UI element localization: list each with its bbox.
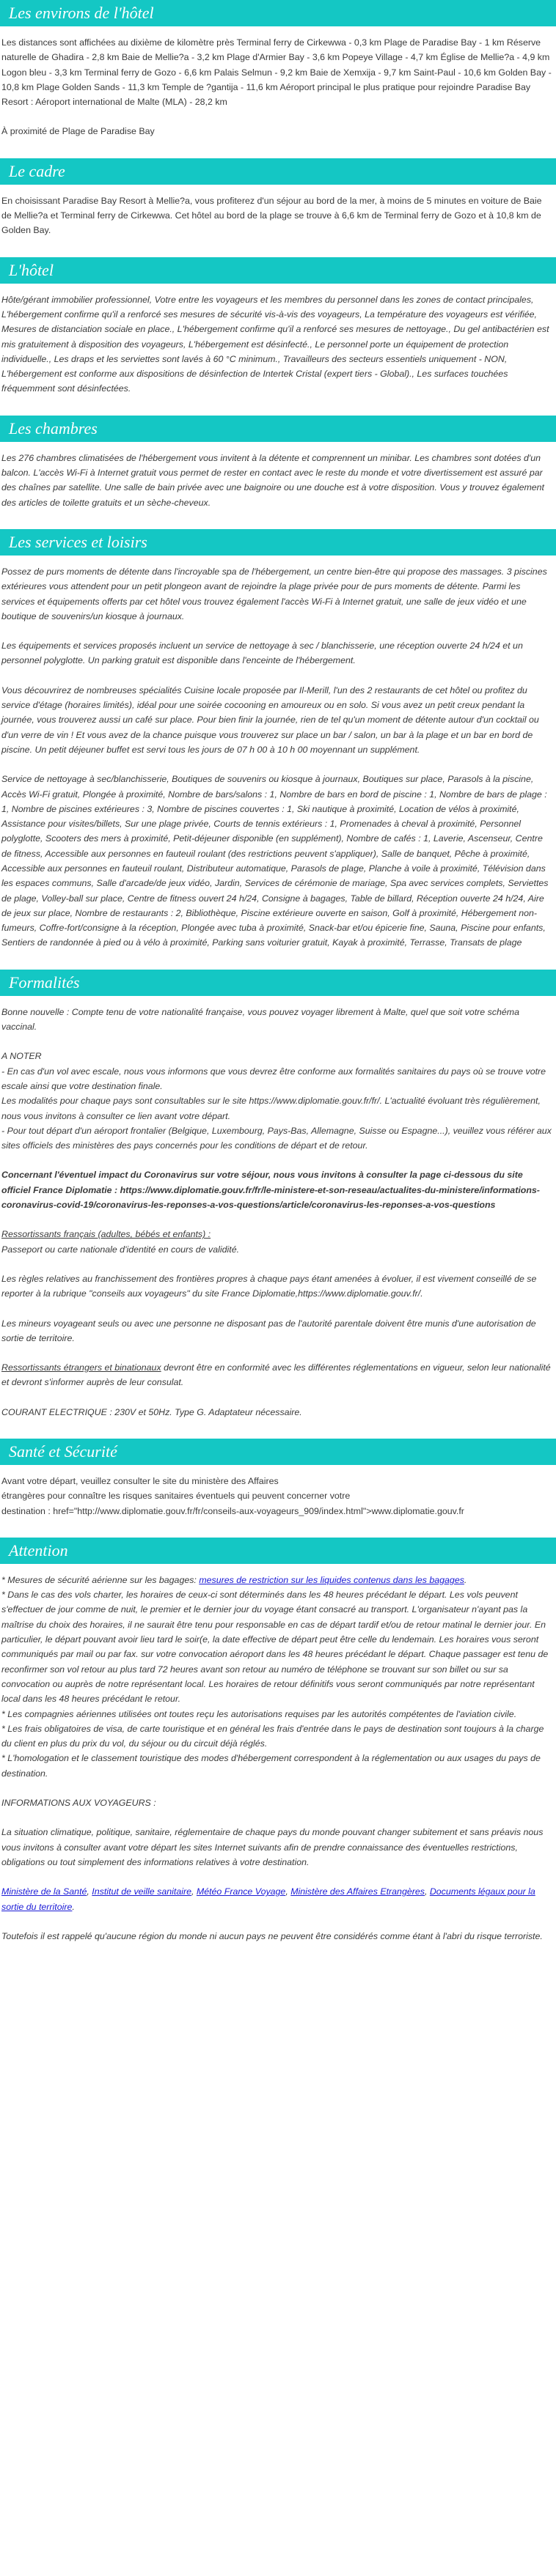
formalites-french-nationals-text: Passeport ou carte nationale d'identité en cours de validité. bbox=[1, 1244, 240, 1255]
formalites-note-line: - En cas d'un vol avec escale, nous vous informons que vous devrez être conforme aux formalités sanitaires du pays où se trouve votre escale ainsi que votre destination finale. bbox=[1, 1066, 546, 1091]
link-separator: , bbox=[191, 1886, 197, 1897]
hotel-text: Hôte/gérant immobilier professionnel, Votre entre les voyageurs et les membres du personnel dans les zones de contact principales, L'hébergement confirme qu'il a renforcé ses mesures de sécurité vis-à-vis des voyageurs, La température des voyageurs est vérifiée, Mesures de distanciation sociale en place., L'hébergement confirme qu'il a renforcé ses mesures de nettoyage., Du gel antibactérien est mis gratuitement à disposition des voyageurs, L'hébergement est désinfecté., Le personnel porte un équipement de protection individuelle., Les draps et les serviettes sont lavés à 60 °C minimum., Travailleurs des secteurs essentiels uniquement - NON, L'hébergement est conforme aux dispositions de désinfection de Intertek Cristal (expert tiers - Global)., Les surfaces touchées fréquemment sont désinfectées. bbox=[1, 294, 549, 394]
info-links bbox=[1, 1884, 553, 1914]
terrorism-notice: Toutefois il est rappelé qu'aucune région du monde ni aucun pays ne peuvent être considérés comme étant à l'abri du risque terroriste. bbox=[1, 1930, 543, 1941]
formalites-note-line: Les modalités pour chaque pays sont consultables sur le site https://www.diplomatie.gouv.fr/fr/. L'actualité évoluant très régulièrement, nous vous invitons à consulter ce lien avant votre départ. bbox=[1, 1096, 541, 1121]
link-separator: , bbox=[87, 1886, 92, 1897]
formalites-french-nationals-heading: Ressortissants français (adultes, bébés et enfants) : bbox=[1, 1229, 211, 1240]
section-title-hotel: L'hôtel bbox=[0, 257, 556, 284]
sante-text bbox=[1, 1474, 553, 1518]
section-environs bbox=[0, 0, 556, 139]
link-separator: , bbox=[285, 1886, 291, 1897]
formalites-note-line: A NOTER bbox=[1, 1051, 42, 1062]
section-chambres bbox=[0, 416, 556, 510]
section-hotel bbox=[0, 257, 556, 396]
sante-line: étrangères pour connaître les risques sanitaires éventuels qui peuvent concerner votre bbox=[1, 1491, 351, 1502]
attention-item: * Dans le cas des vols charter, les horaires de ceux-ci sont déterminés dans les 48 heures précédant le départ. Les vols peuvent s'effectuer de jour comme de nuit, le premier et le dernier jour du voyage étant consacré au transport. L'organisateur n'ayant pas la maîtrise du choix des horaires, il ne saurait être tenu pour responsable en cas de départ tardif et/ou de retour matinal le dernier jour. En particulier, le départ pouvant avoir lieu tard le soir(e, la date effective de départ peut être celle du lendemain. Les horaires vous seront communiqués par mail ou par fax. sur votre convocation aéroport dans les 48 heures précédant le départ. Chaque passager est tenu de reconfirmer son vol retour au plus tard 72 heures avant son retour au numéro de téléphone se trouvant sur son billet ou sur sa convocation ou auprès de notre représentant local. Les horaires de retour définitifs vous seront communiqués par notre représentant local dans les 48 heures précédant le retour. bbox=[1, 1590, 549, 1705]
cadre-text: En choisissant Paradise Bay Resort à Mellie?a, vous profiterez d'un séjour au bord de la mer, à moins de 5 minutes en voiture de Baie de Mellie?a et Terminal ferry de Cirkewwa. Cet hôtel au bord de la plage se trouve à 6,6 km de Terminal ferry de Gozo et à 10,8 km de Golden Bay. bbox=[1, 195, 542, 236]
liquids-restriction-link[interactable]: mesures de restriction sur les liquides contenus dans les bagages bbox=[199, 1574, 464, 1585]
link-affaires-etrangeres[interactable]: Ministère des Affaires Etrangères bbox=[290, 1886, 425, 1897]
section-body-chambres bbox=[0, 451, 556, 510]
attention-bag-suffix: . bbox=[464, 1574, 467, 1585]
formalites-coronavirus-notice: Concernant l'éventuel impact du Coronavirus sur votre séjour, nous vous invitons à consulter la page ci-dessous du site officiel France Diplomatie : https://www.diplomatie.gouv.fr/fr/le-ministere-et-son-reseau/actualites-du-ministere/informations-coronavirus-covid-19/coronavirus-les-reponses-a-vos-questions/article/coronavirus-les-reponses-a-vos-questions bbox=[1, 1170, 540, 1211]
formalites-note-line: - Pour tout départ d'un aéroport frontalier (Belgique, Luxembourg, Pays-Bas, Allemagne, Suisse ou Espagne...), veuillez vous référer aux sites officiels des ministères des pays concernés pour les conditions de départ et de retour. bbox=[1, 1125, 552, 1151]
link-documents-legaux[interactable]: Documents légaux pour la sortie du territoire bbox=[1, 1886, 535, 1912]
links-end: . bbox=[72, 1901, 75, 1912]
services-text-3: Vous découvrirez de nombreuses spécialités Cuisine locale proposée par Il-Merill, l'un des 2 restaurants de cet hôtel ou profitez du service d'étage (horaires limités), idéal pour une soirée cocooning en amoureux ou en solo. Si vous avez un petit creux pendant la journée, vous trouverez aussi un café sur place. Pour bien finir la journée, rien de tel qu'un moment de détente autour d'un cocktail ou d'un verre de vin ! Et vous avez de la chance puisque vous trouverez sur place un bar / salon, un bar à la plage et un bar en bord de piscine. Un petit déjeuner buffet est servi tous les jours de 07 h 00 à 10 h 00 moyennant un supplément. bbox=[1, 684, 539, 755]
attention-bag-line bbox=[1, 1573, 553, 1587]
section-body-sante bbox=[0, 1474, 556, 1518]
attention-bag-prefix: * Mesures de sécurité aérienne sur les bagages: bbox=[1, 1574, 200, 1585]
link-separator: , bbox=[424, 1886, 430, 1897]
attention-list bbox=[1, 1573, 553, 1781]
link-meteo-france[interactable]: Météo France Voyage bbox=[196, 1886, 286, 1897]
formalites-text-5: Les règles relatives au franchissement des frontières propres à chaque pays étant amenées à évoluer, il est vivement conseillé de se reporter à la rubrique "conseils aux voyageurs" du site France Diplomatie,https://www.diplomatie.gouv.fr/. bbox=[1, 1273, 537, 1299]
section-title-cadre: Le cadre bbox=[0, 158, 556, 185]
services-text-2: Les équipements et services proposés incluent un service de nettoyage à sec / blanchisserie, une réception ouverte 24 h/24 et un personnel polyglotte. Un parking gratuit est disponible dans l'enceinte de l'hébergement. bbox=[1, 641, 523, 666]
section-title-environs: Les environs de l'hôtel bbox=[0, 0, 556, 26]
section-body-environs bbox=[0, 35, 556, 139]
attention-item: * L'homologation et le classement touristique des modes d'hébergement correspondent à la réglementation ou aux usages du pays de destination. bbox=[1, 1753, 541, 1779]
section-title-sante: Santé et Sécurité bbox=[0, 1439, 556, 1465]
environs-text: Les distances sont affichées au dixième de kilomètre près Terminal ferry de Cirkewwa - 0,3 km Plage de Paradise Bay - 1 km Réserve naturelle de Ghadira - 2,8 km Baie de Mellie?a - 3,2 km Plage d'Armier Bay - 3,6 km Popeye Village - 4,7 km Église de Mellie?a - 4,9 km Logon bleu - 3,3 km Terminal ferry de Gozo - 6,6 km Palais Selmun - 9,2 km Baie de Xemxija - 9,7 km Saint-Paul - 10,6 km Golden Bay - 10,8 km Plage Golden Sands - 11,3 km Temple de ?gantija - 11,6 km Aéroport principal le plus pratique pour rejoindre Paradise Bay Resort : Aéroport international de Malte (MLA) - 28,2 km bbox=[1, 37, 552, 108]
section-sante bbox=[0, 1439, 556, 1518]
section-title-formalites: Formalités bbox=[0, 970, 556, 996]
info-voyageurs-text: La situation climatique, politique, sanitaire, réglementaire de chaque pays du monde pouvant changer subitement et sans préavis nous vous invitons à consulter avant votre départ les sites Internet suivants afin de prendre connaissance des éventuelles restrictions, obligations ou tout simplement des informations relatives à votre destination. bbox=[1, 1827, 544, 1867]
chambres-text: Les 276 chambres climatisées de l'hébergement vous invitent à la détente et comprennent un minibar. Les chambres sont dotées d'un balcon. L'accès Wi-Fi à Internet gratuit vous permet de rester en contact avec le reste du monde et votre divertissement est assuré par des chaînes par satellite. Une salle de bain privée avec une baignoire ou une douche est à votre disposition. Vous y trouvez également des articles de toilette gratuits et un sèche-cheveux. bbox=[1, 452, 545, 508]
section-title-attention: Attention bbox=[0, 1538, 556, 1564]
formalites-text-6: Les mineurs voyageant seuls ou avec une personne ne disposant pas de l'autorité parentale doivent être munis d'une autorisation de sortie de territoire. bbox=[1, 1318, 536, 1343]
services-text-1: Possez de purs moments de détente dans l'incroyable spa de l'hébergement, un centre bien-être qui propose des massages. 3 piscines extérieures vous attendent pour un petit plongeon avant de rejoindre la plage privée pour de purs moments de détente. Parmi les services et équipements offerts par cet hôtel vous trouvez également l'accès Wi-Fi à Internet gratuit, une salle de jeux vidéo et une boutique de souvenirs/un kiosque à journaux. bbox=[1, 566, 547, 621]
section-title-chambres: Les chambres bbox=[0, 416, 556, 442]
sante-line: destination : href="http://www.diplomatie.gouv.fr/fr/conseils-aux-voyageurs_909/index.html">www.diplomatie.gouv.fr bbox=[1, 1505, 464, 1516]
attention-item: * Les frais obligatoires de visa, de carte touristique et en général les frais d'entrée dans le pays de destination sont toujours à la charge du client en plus du prix du vol, du séjour ou du circuit déjà réglés. bbox=[1, 1723, 544, 1749]
info-voyageurs-heading: INFORMATIONS AUX VOYAGEURS : bbox=[1, 1798, 156, 1809]
formalites-foreign-nationals bbox=[1, 1360, 553, 1390]
section-attention bbox=[0, 1538, 556, 1944]
formalites-foreign-nationals-heading: Ressortissants étrangers et binationaux bbox=[1, 1362, 161, 1373]
link-ministere-sante[interactable]: Ministère de la Santé bbox=[1, 1886, 87, 1897]
link-veille-sanitaire[interactable]: Institut de veille sanitaire bbox=[92, 1886, 191, 1897]
section-cadre bbox=[0, 158, 556, 238]
section-services bbox=[0, 529, 556, 951]
services-amenities-list: Service de nettoyage à sec/blanchisserie, Boutiques de souvenirs ou kiosque à journaux, Boutiques sur place, Parasols à la piscine, Accès Wi-Fi gratuit, Plongée à proximité, Nombre de bars/salons : 1, Nombre de bars en bord de piscine : 1, Nombre de bars de plage : 1, Nombre de piscines extérieures : 3, Nombre de piscines couvertes : 1, Ski nautique à proximité, Location de vélos à proximité, Assistance pour visites/billets, Sur une plage privée, Courts de tennis extérieurs : 1, Promenades à cheval à proximité, Personnel polyglotte, Scooters des mers à proximité, Petit-déjeuner disponible (en supplément), Nombre de cafés : 1, Laverie, Ascenseur, Centre de fitness, Accessible aux personnes en fauteuil roulant (des restrictions peuvent s'appliquer), Salle de banquet, Pêche à proximité, Accessible aux personnes en fauteuil roulant, Distributeur automatique, Parasols de plage, Planche à voile à proximité, Télévision dans les espaces communs, Salle d'arcade/de jeux vidéo, Jardin, Services de cérémonie de mariage, Spa avec services complets, Serviettes de plage, Volley-ball sur place, Centre de fitness ouvert 24 h/24, Consigne à bagages, Table de billard, Réception ouverte 24 h/24, Aire de jeux sur place, Nombre de restaurants : 2, Bibliothèque, Piscine extérieure ouverte en saison, Golf à proximité, Hébergement non-fumeurs, Coffre-fort/consigne à la réception, Plongée avec tuba à proximité, Snack-bar et/ou épicerie fine, Sauna, Piscine pour enfants, Sentiers de randonnée à pied ou à vélo à proximité, Parking sans voiturier gratuit, Kayak à proximité, Terrasse, Transats de plage bbox=[1, 774, 549, 948]
section-title-services: Les services et loisirs bbox=[0, 529, 556, 556]
formalites-note-block bbox=[1, 1049, 553, 1153]
formalites-text-1: Bonne nouvelle : Compte tenu de votre nationalité française, vous pouvez voyager librement à Malte, quel que soit votre schéma vaccinal. bbox=[1, 1006, 519, 1033]
attention-item: * Les compagnies aériennes utilisées ont toutes reçu les autorisations requises par les autorités compétentes de l'aviation civile. bbox=[1, 1708, 517, 1719]
section-body-hotel bbox=[0, 292, 556, 396]
section-body-attention bbox=[0, 1573, 556, 1944]
section-formalites bbox=[0, 970, 556, 1420]
formalites-foreign-nationals-text: devront être en conformité avec les différentes réglementations en vigueur, selon leur nationalité et devront s'informer auprès de leur consulat. bbox=[1, 1362, 551, 1388]
environs-note: À proximité de Plage de Paradise Bay bbox=[1, 126, 155, 137]
formalites-electric-current: COURANT ELECTRIQUE : 230V et 50Hz. Type G. Adaptateur nécessaire. bbox=[1, 1406, 302, 1417]
section-body-services bbox=[0, 564, 556, 951]
section-body-cadre bbox=[0, 193, 556, 238]
sante-line: Avant votre départ, veuillez consulter le site du ministère des Affaires bbox=[1, 1476, 279, 1486]
formalites-french-nationals bbox=[1, 1227, 553, 1257]
section-body-formalites bbox=[0, 1005, 556, 1420]
